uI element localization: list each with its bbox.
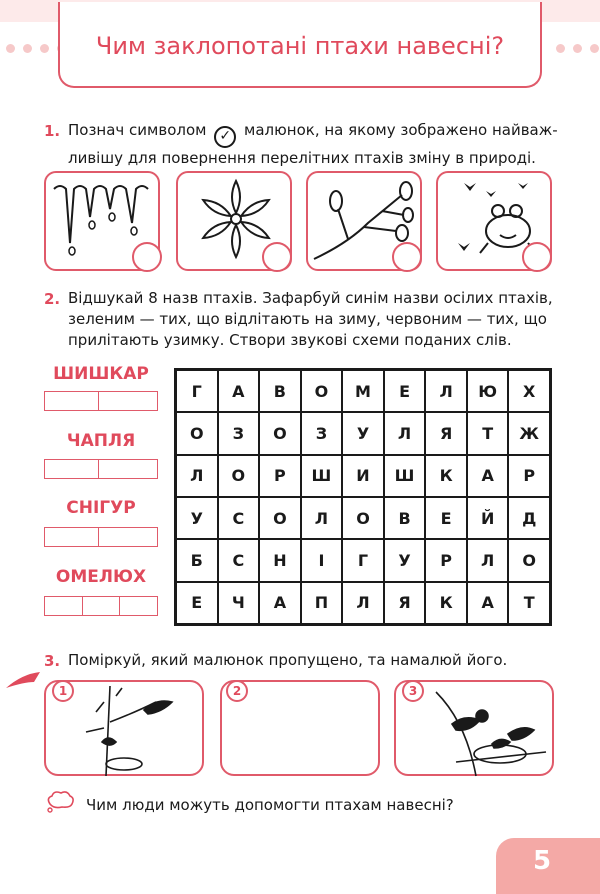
letter-grid [174, 368, 552, 626]
task-2-text [68, 288, 568, 351]
grid-cell[interactable]: А [467, 455, 509, 497]
decor-dots-left [6, 44, 66, 53]
task-2-line-1: Відшукай 8 назв птахів. Зафарбуй синім назви осілих птахів, [68, 289, 553, 307]
grid-cell[interactable]: О [342, 497, 384, 539]
grid-cell[interactable]: Я [384, 582, 426, 624]
task-2-number: 2. [44, 290, 61, 308]
task-1-line-2: ливішу для повернення перелітних птахів зміну в природі. [68, 148, 536, 167]
grid-cell[interactable]: К [425, 582, 467, 624]
task-2-line-3: прилітають узимку. Створи звукові схеми поданих слів. [68, 331, 512, 349]
grid-cell[interactable]: Р [425, 539, 467, 581]
grid-cell[interactable]: Л [301, 497, 343, 539]
grid-cell[interactable]: О [218, 455, 260, 497]
picture-number-1: 1 [52, 680, 74, 702]
grid-cell[interactable]: В [259, 370, 301, 412]
grid-cell[interactable]: Ш [301, 455, 343, 497]
task-2-line-2: зеленим — тих, що відлітають на зиму, червоним — тих, що [68, 310, 547, 328]
grid-cell[interactable]: Л [176, 455, 218, 497]
grid-cell[interactable]: Б [176, 539, 218, 581]
answer-circle-4[interactable] [522, 242, 552, 272]
grid-cell[interactable]: Н [259, 539, 301, 581]
decor-dots-right [556, 44, 599, 53]
grid-cell[interactable]: Г [176, 370, 218, 412]
grid-cell[interactable]: С [218, 539, 260, 581]
grid-cell[interactable]: О [508, 539, 550, 581]
sound-scheme-2[interactable] [44, 459, 158, 479]
task-3-number: 3. [44, 652, 61, 670]
grid-cell[interactable]: Т [508, 582, 550, 624]
grid-cell[interactable]: Д [508, 497, 550, 539]
sound-scheme-1[interactable] [44, 391, 158, 411]
grid-cell[interactable]: У [342, 412, 384, 454]
grid-cell[interactable]: И [342, 455, 384, 497]
answer-circle-3[interactable] [392, 242, 422, 272]
page-number: 5 [532, 846, 552, 876]
grid-cell[interactable]: А [259, 582, 301, 624]
grid-cell[interactable]: А [467, 582, 509, 624]
grid-cell[interactable]: О [259, 497, 301, 539]
grid-cell[interactable]: Х [508, 370, 550, 412]
grid-cell[interactable]: Ю [467, 370, 509, 412]
task-1-text-before: Познач символом [68, 121, 207, 139]
answer-circle-1[interactable] [132, 242, 162, 272]
thought-cloud-icon [44, 790, 76, 814]
grid-cell[interactable]: Т [467, 412, 509, 454]
grid-cell[interactable]: Е [384, 370, 426, 412]
grid-cell[interactable]: З [301, 412, 343, 454]
picture-number-2: 2 [226, 680, 248, 702]
grid-cell[interactable]: О [176, 412, 218, 454]
grid-cell[interactable]: В [384, 497, 426, 539]
grid-cell[interactable]: Р [259, 455, 301, 497]
grid-cell[interactable]: Ш [384, 455, 426, 497]
grid-cell[interactable]: З [218, 412, 260, 454]
sound-scheme-4[interactable] [44, 596, 158, 616]
picture-number-3: 3 [402, 680, 424, 702]
grid-cell[interactable]: К [425, 455, 467, 497]
question-text: Чим люди можуть допомогти птахам навесні? [86, 796, 454, 814]
sound-scheme-3[interactable] [44, 527, 158, 547]
grid-cell[interactable]: Г [342, 539, 384, 581]
grid-cell[interactable]: С [218, 497, 260, 539]
grid-cell[interactable]: Ж [508, 412, 550, 454]
grid-cell[interactable]: Л [342, 582, 384, 624]
word-label-4: ОМЕЛЮХ [55, 567, 147, 587]
answer-circle-2[interactable] [262, 242, 292, 272]
grid-cell[interactable]: Е [425, 497, 467, 539]
grid-cell[interactable]: Л [467, 539, 509, 581]
task-1-number: 1. [44, 122, 61, 140]
task-1-text [68, 120, 568, 169]
grid-cell[interactable]: Р [508, 455, 550, 497]
word-label-2: ЧАПЛЯ [66, 431, 136, 451]
grid-cell[interactable]: А [218, 370, 260, 412]
checkmark-icon: ✓ [214, 126, 236, 148]
grid-cell[interactable]: П [301, 582, 343, 624]
grid-cell[interactable]: Ч [218, 582, 260, 624]
task-1-text-after: малюнок, на якому зображено найваж- [244, 121, 558, 139]
task-3-text: Поміркуй, який малюнок пропущено, та намалюй його. [68, 651, 508, 669]
grid-cell[interactable]: Л [425, 370, 467, 412]
grid-cell[interactable]: І [301, 539, 343, 581]
grid-cell[interactable]: Я [425, 412, 467, 454]
grid-cell[interactable]: Й [467, 497, 509, 539]
grid-cell[interactable]: М [342, 370, 384, 412]
grid-cell[interactable]: Л [384, 412, 426, 454]
arrow-icon [4, 668, 44, 692]
grid-cell[interactable]: У [176, 497, 218, 539]
grid-cell[interactable]: О [301, 370, 343, 412]
page-title: Чим заклопотані птахи навесні? [95, 32, 505, 60]
grid-cell[interactable]: О [259, 412, 301, 454]
word-label-1: ШИШКАР [53, 364, 149, 384]
grid-cell[interactable]: Е [176, 582, 218, 624]
word-label-3: СНІГУР [66, 498, 136, 518]
grid-cell[interactable]: У [384, 539, 426, 581]
